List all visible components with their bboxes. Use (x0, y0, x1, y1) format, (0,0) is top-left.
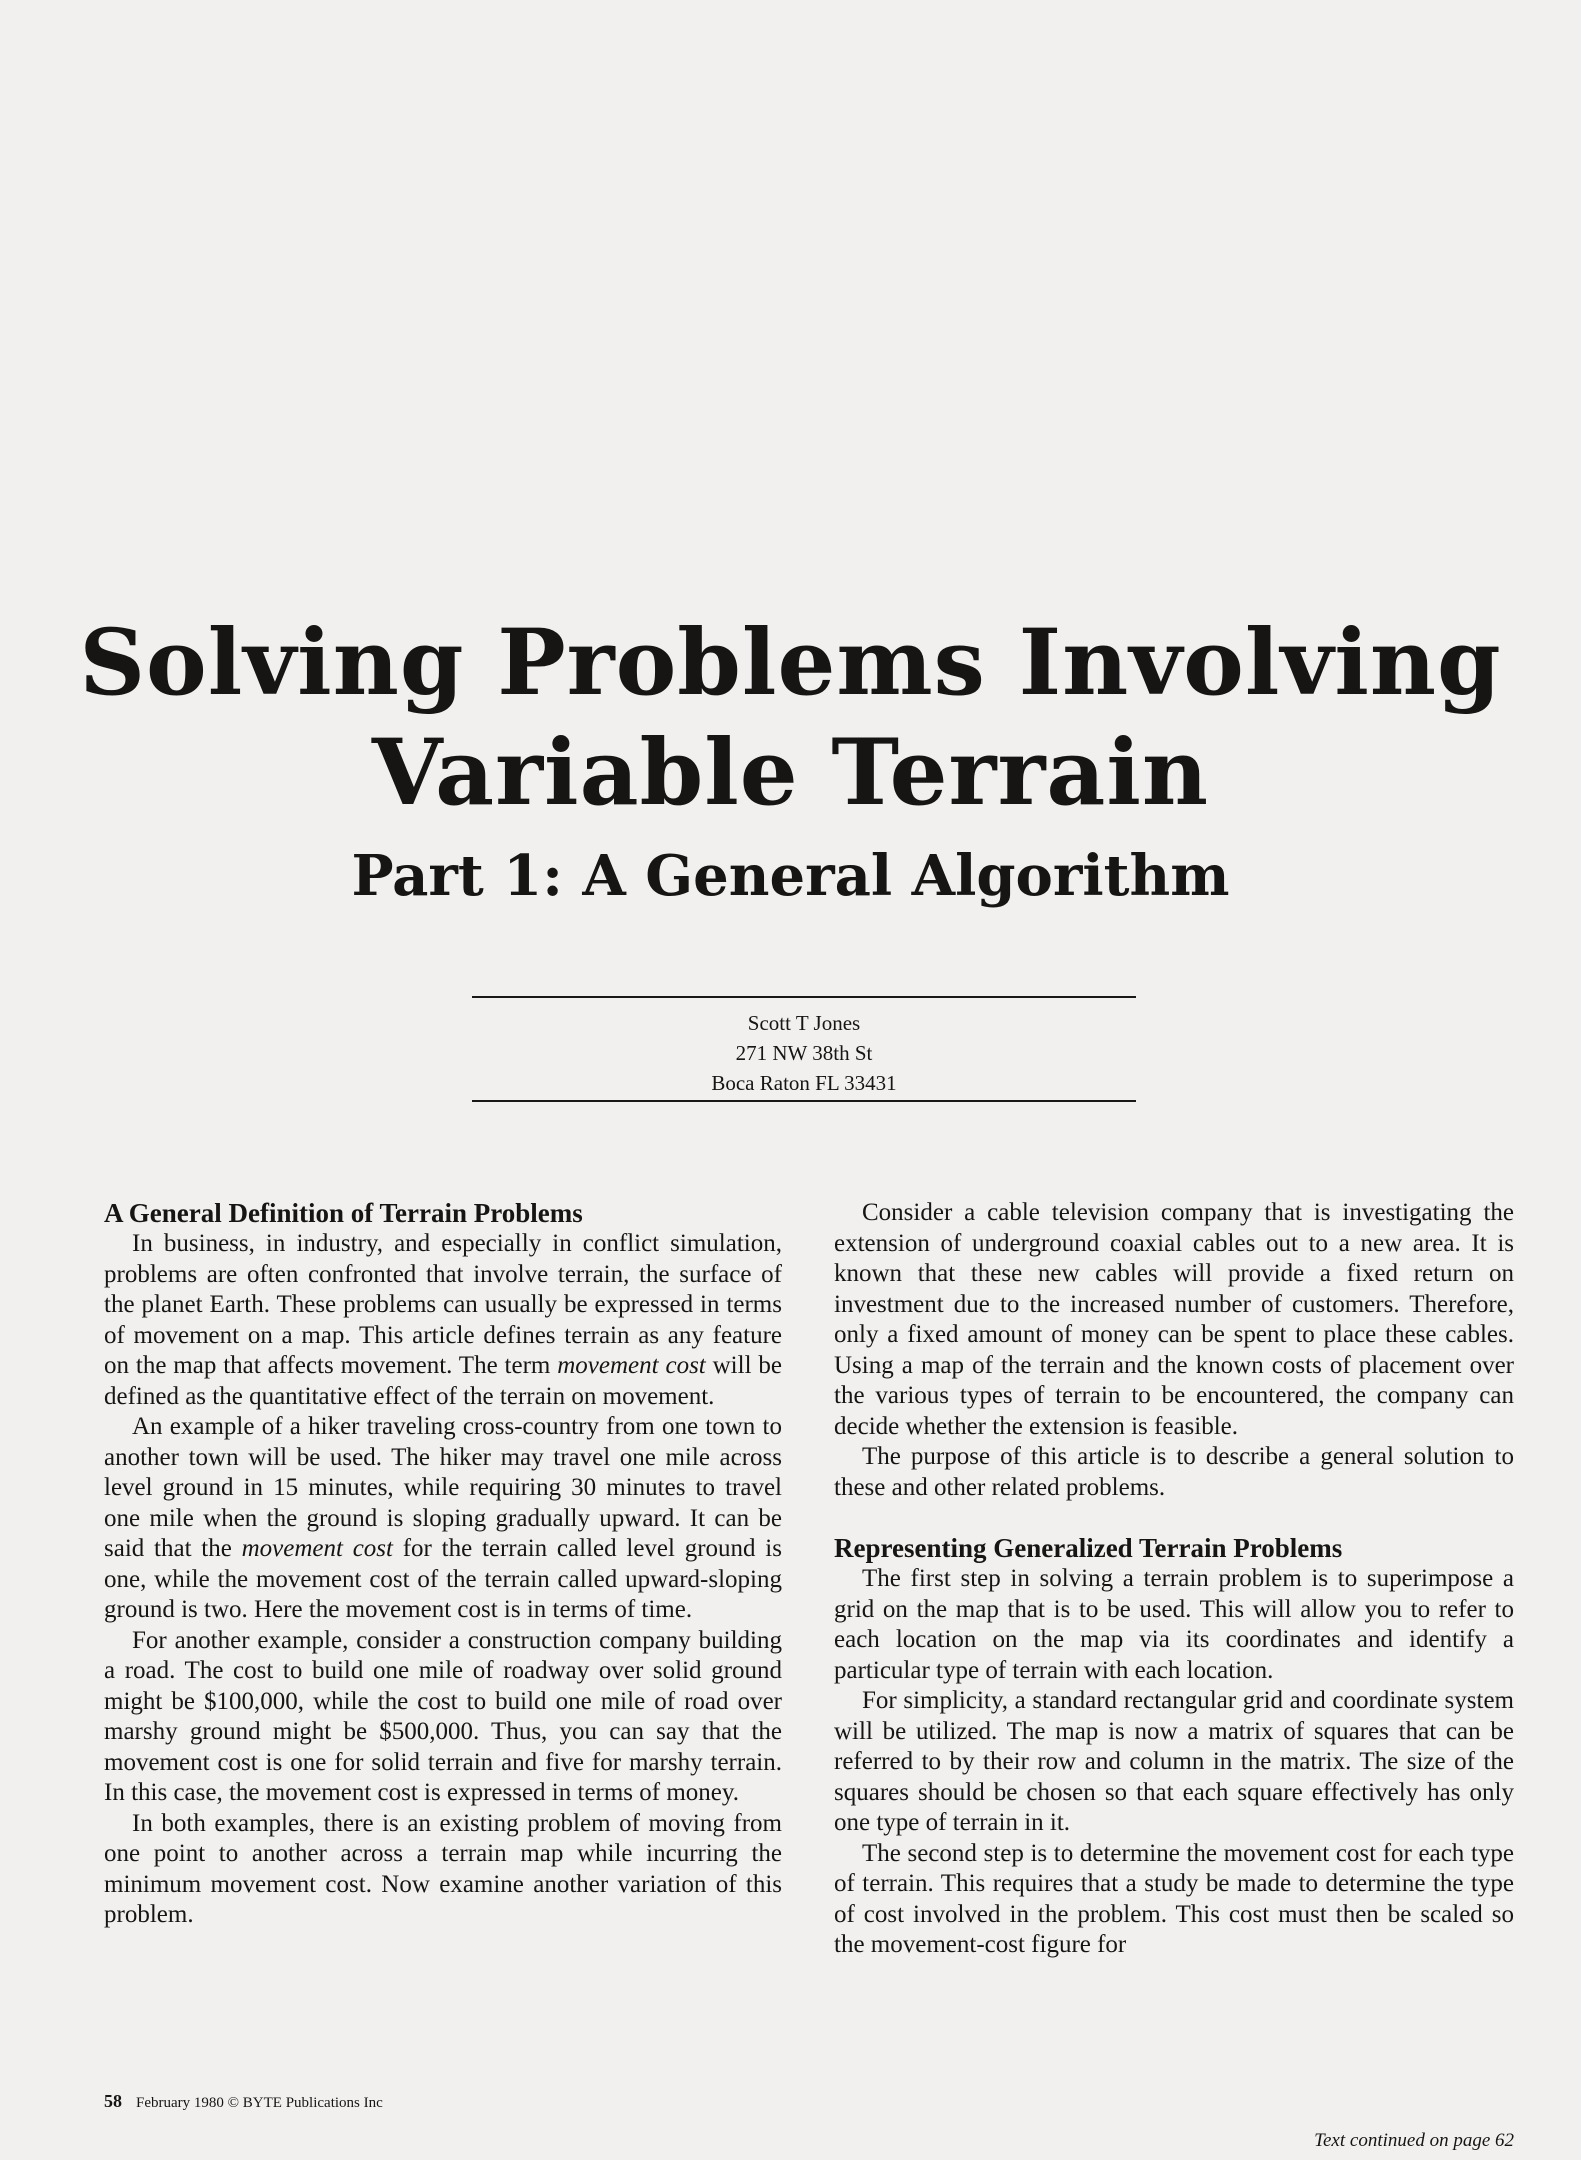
paragraph: For another example, consider a construction company building a road. The cost to build one mile of roadway over solid ground might be $100,000, while the cost to build one mile of road over marshy ground might be $500,000. Thus, you can say that the movement cost is one for solid terrain and five for marshy terrain. In this case, the movement cost is expressed in terms of money. (104, 1626, 782, 1806)
section-heading-definition: A General Definition of Terrain Problems (104, 1198, 583, 1228)
author-top-rule (472, 996, 1136, 998)
paragraph: An example of a hiker traveling cross-country from one town to another town will be used. The hiker may travel one mile across level ground in 15 minutes, while requiring 30 minutes to travel one mile when the ground is sloping gradually upward. It can be said that the movement cost for the terrain called level ground is one, while the movement cost of the terrain called upward-sloping ground is two. Here the movement cost is in terms of time. (104, 1413, 782, 1623)
section-heading-representing: Representing Generalized Terrain Problems (834, 1533, 1343, 1563)
left-column (104, 1198, 782, 1931)
author-bottom-rule (472, 1100, 1136, 1102)
paragraph: In business, in industry, and especially in conflict simulation, problems are often confronted that involve terrain, the surface of the planet Earth. These problems can usually be expressed in terms of movement on a map. This article defines terrain as any feature on the map that affects movement. The term movement cost will be defined as the quantitative effect of the terrain on movement. (104, 1230, 782, 1410)
emphasis-term: movement cost (557, 1352, 706, 1379)
article-title (0, 608, 1581, 828)
emphasis-term: movement cost (241, 1535, 393, 1562)
paragraph: The purpose of this article is to describe a general solution to these and other related problems. (834, 1443, 1514, 1501)
paragraph: The first step in solving a terrain problem is to superimpose a grid on the map that is to be used. This will allow you to refer to each location on the map via its coordinates and identify a particular type of terrain with each location. (834, 1565, 1514, 1684)
author-city: Boca Raton FL 33431 (711, 1071, 897, 1095)
page-number: 58 (104, 2091, 122, 2111)
paragraph: For simplicity, a standard rectangular grid and coordinate system will be utilized. The map is now a matrix of squares that can be referred to by their row and column in the matrix. The size of the squares should be chosen so that each square effectively has only one type of terrain in it. (834, 1687, 1514, 1836)
title-line-1: Solving Problems Involving (79, 610, 1502, 716)
author-block (472, 1008, 1136, 1098)
continuation-note: Text continued on page 62 (1314, 2130, 1514, 2151)
author-street: 271 NW 38th St (735, 1041, 873, 1065)
article-subtitle: Part 1: A General Algorithm (351, 843, 1230, 909)
paragraph: In both examples, there is an existing problem of moving from one point to another across a terrain map while incurring the minimum movement cost. Now examine another variation of this problem. (104, 1809, 782, 1928)
right-column (834, 1198, 1514, 1961)
page-footer (104, 2091, 383, 2113)
footer-text: February 1980 © BYTE Publications Inc (136, 2095, 383, 2111)
paragraph: Consider a cable television company that is investigating the extension of underground coaxial cables out to a new area. It is known that these new cables will provide a fixed return on investment due to the increased number of customers. Therefore, only a fixed amount of money can be spent to place these cables. Using a map of the terrain and the known costs of placement over the various types of terrain to be encountered, the company can decide whether the extension is feasible. (834, 1199, 1514, 1440)
paragraph: The second step is to determine the movement cost for each type of terrain. This requires that a study be made to determine the type of cost involved in the problem. This cost must then be scaled so the movement-cost figure for (834, 1839, 1514, 1958)
section-gap (834, 1503, 1514, 1533)
title-line-2: Variable Terrain (371, 720, 1210, 826)
author-name: Scott T Jones (747, 1011, 861, 1035)
